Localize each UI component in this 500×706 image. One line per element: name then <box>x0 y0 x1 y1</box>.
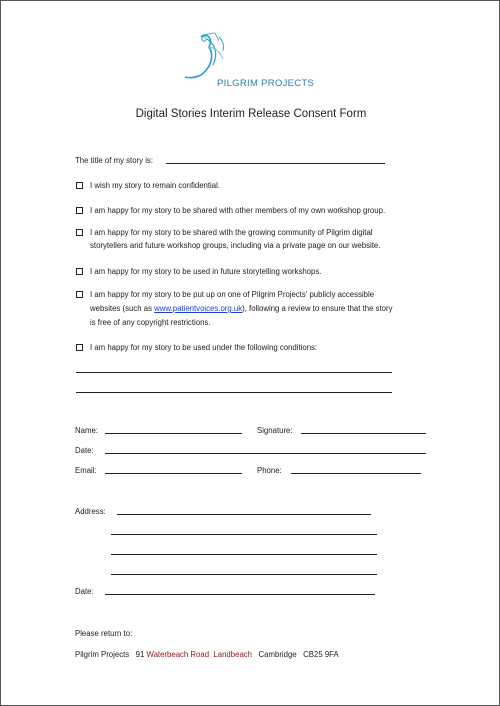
address-line-2[interactable] <box>111 534 377 535</box>
pilgrim-logo <box>179 29 329 89</box>
address-village: Landbeach <box>213 650 253 659</box>
address-postcode: CB25 9FA <box>303 650 339 659</box>
date-label: Date: <box>75 446 94 455</box>
option-public-line3: is free of any copyright restrictions. <box>90 318 211 327</box>
option-future-workshops: I am happy for my story to be used in future storytelling workshops. <box>90 267 322 276</box>
option-public-text-b: ), following a review to ensure that the story <box>242 304 393 313</box>
option-conditions: I am happy for my story to be used under the following conditions: <box>90 343 318 352</box>
option-workshop-group: I am happy for my story to be shared with other members of my own workshop group. <box>90 206 386 215</box>
pilgrim-figure-icon <box>179 29 239 81</box>
option-confidential: I wish my story to remain confidential. <box>90 181 220 190</box>
checkbox-community[interactable] <box>76 229 83 236</box>
email-field[interactable] <box>105 473 242 474</box>
phone-field[interactable] <box>291 473 421 474</box>
checkbox-public-websites[interactable] <box>76 291 83 298</box>
date-field[interactable] <box>105 453 426 454</box>
conditions-line-1[interactable] <box>76 372 392 373</box>
option-community-line2: storytellers and future workshop groups, including via a private page on our website. <box>90 241 381 250</box>
story-title-label: The title of my story is: <box>75 156 153 165</box>
address-line-4[interactable] <box>111 574 377 575</box>
conditions-line-2[interactable] <box>76 392 392 393</box>
patientvoices-link[interactable]: www.patientvoices.org.uk <box>154 304 243 313</box>
checkbox-confidential[interactable] <box>76 182 83 189</box>
checkbox-conditions[interactable] <box>76 344 83 351</box>
address-street: Waterbeach Road <box>146 650 210 659</box>
option-public-line2 <box>90 304 393 313</box>
date2-label: Date: <box>75 587 94 596</box>
option-public-line1: I am happy for my story to be put up on one of Pilgrim Projects' publicly accessible <box>90 290 375 299</box>
address-org: Pilgrim Projects <box>75 650 130 659</box>
signature-field[interactable] <box>301 433 426 434</box>
checkbox-future-workshops[interactable] <box>76 268 83 275</box>
email-label: Email: <box>75 466 97 475</box>
story-title-field[interactable] <box>166 163 385 164</box>
form-title: Digital Stories Interim Release Consent Form <box>135 108 367 120</box>
return-label: Please return to: <box>75 629 133 638</box>
option-community-line1: I am happy for my story to be shared with the growing community of Pilgrim digital <box>90 228 373 237</box>
name-label: Name: <box>75 426 98 435</box>
name-field[interactable] <box>105 433 242 434</box>
logo-text: PILGRIM PROJECTS <box>217 78 315 89</box>
checkbox-workshop-group[interactable] <box>76 207 83 214</box>
return-address <box>75 650 339 659</box>
address-number: 91 <box>135 650 145 659</box>
option-public-text-a: websites (such as <box>90 304 155 313</box>
address-label: Address: <box>75 507 106 516</box>
signature-label: Signature: <box>257 426 293 435</box>
date2-field[interactable] <box>105 594 375 595</box>
address-city: Cambridge <box>258 650 297 659</box>
address-line-3[interactable] <box>111 554 377 555</box>
address-line-1[interactable] <box>117 514 371 515</box>
phone-label: Phone: <box>257 466 282 475</box>
